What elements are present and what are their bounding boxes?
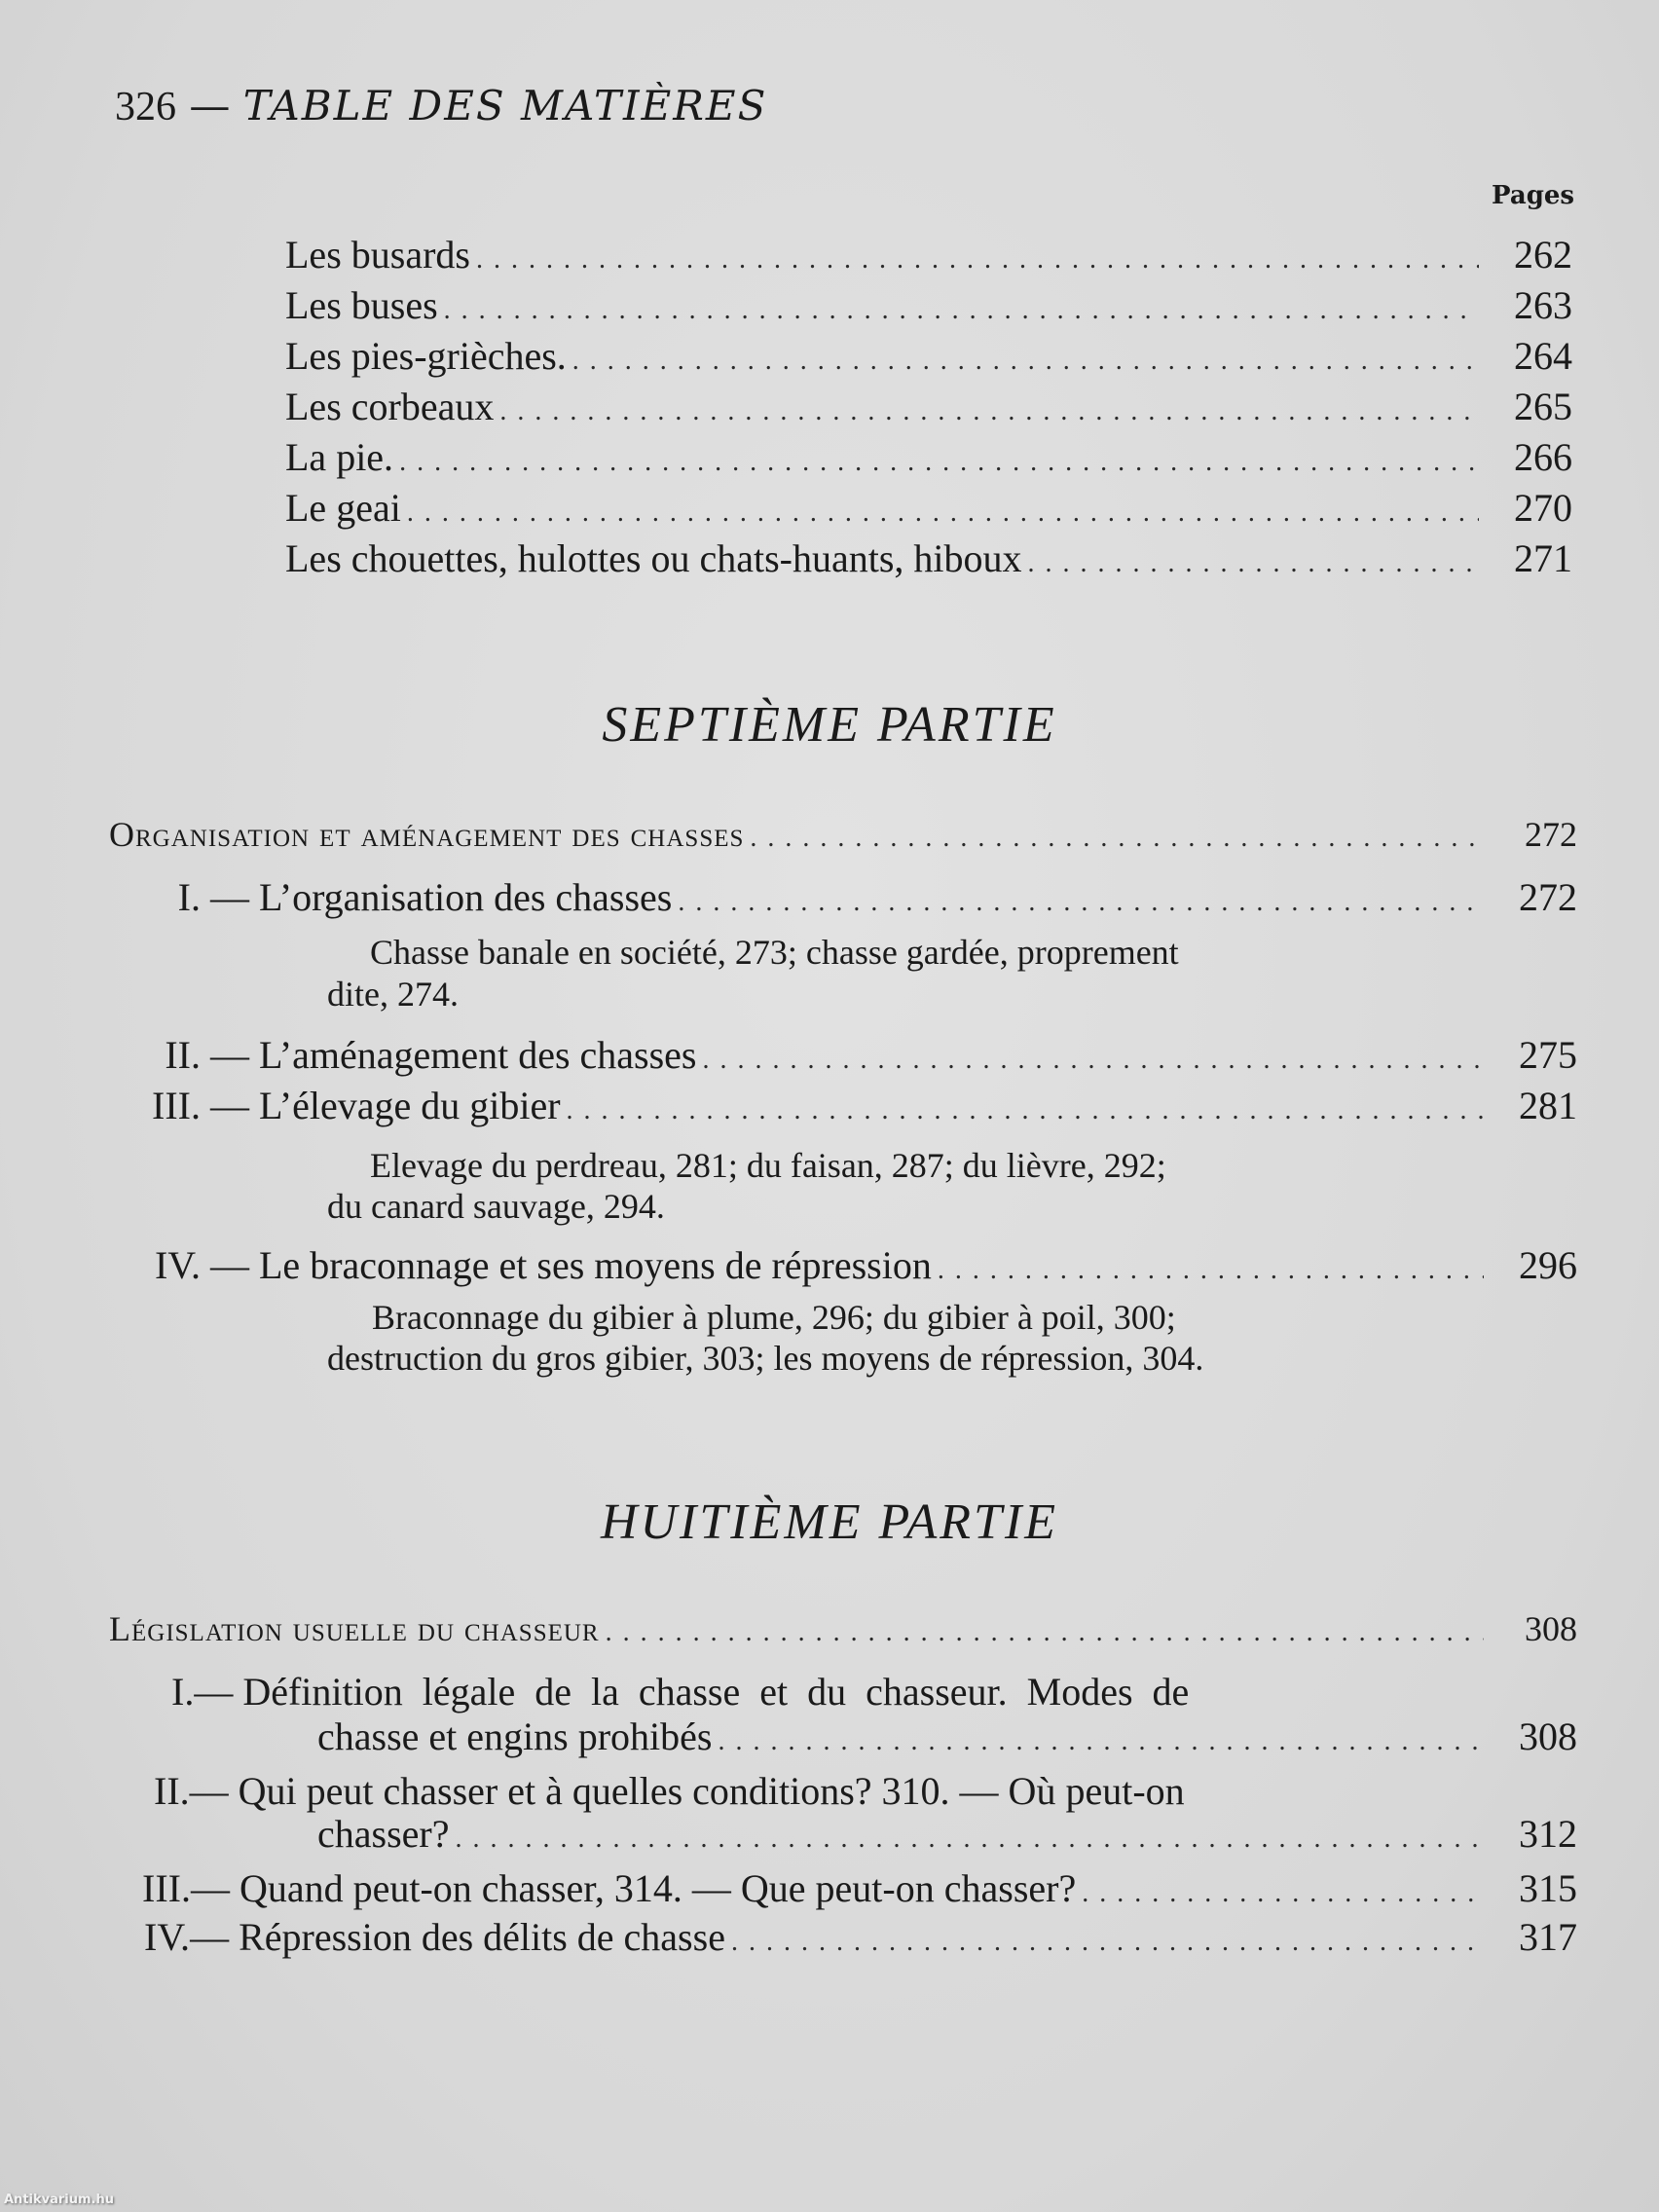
part-title-8: HUITIÈME PARTIE — [600, 1494, 1059, 1550]
chapter-numeral: II. — [165, 1033, 201, 1077]
toc-entry — [285, 535, 1572, 581]
chapter-entry — [134, 1242, 1577, 1288]
entry-label: La pie. — [285, 435, 394, 479]
chapter-page: 275 — [1519, 1033, 1577, 1077]
dot-leader — [750, 823, 1484, 854]
chapter-subtext: du canard sauvage, 294. — [327, 1187, 665, 1226]
entry-page: 263 — [1514, 283, 1572, 327]
chapter-dash: — — [190, 1866, 230, 1910]
chapter-page: 296 — [1519, 1243, 1577, 1287]
chapter-page: 308 — [1519, 1714, 1577, 1758]
chapter-entry-continuation — [317, 1811, 1577, 1857]
section-heading — [109, 1608, 1577, 1649]
dot-leader — [499, 396, 1479, 427]
running-header — [115, 82, 767, 130]
entry-label: Le geai — [285, 486, 401, 530]
chapter-numeral: II. — [154, 1769, 190, 1813]
chapter-label: L’aménagement des chasses — [259, 1033, 697, 1077]
chapter-subtext: Chasse banale en société, 273; chasse gardée, proprement — [370, 933, 1179, 972]
entry-page: 265 — [1514, 385, 1572, 428]
dot-leader — [731, 1927, 1484, 1958]
toc-entry — [285, 434, 1572, 480]
chapter-dash: — — [210, 875, 249, 919]
chapter-dash: — — [189, 1769, 229, 1813]
entry-label: Les busards — [285, 233, 470, 276]
section-page: 272 — [1525, 815, 1577, 854]
toc-entry — [285, 384, 1572, 429]
chapter-page: 281 — [1519, 1084, 1577, 1127]
dot-leader — [702, 1045, 1484, 1076]
chapter-numeral: I. — [171, 1670, 195, 1714]
chapter-page: 315 — [1519, 1866, 1577, 1910]
chapter-subtext: Braconnage du gibier à plume, 296; du gibier à poil, 300; — [372, 1298, 1176, 1337]
chapter-entry — [144, 1914, 1577, 1960]
chapter-entry — [154, 1768, 1185, 1814]
entry-page: 271 — [1514, 536, 1572, 580]
part-title-7: SEPTIÈME PARTIE — [602, 697, 1057, 753]
chapter-subtext: destruction du gros gibier, 303; les moyens de répression, 304. — [327, 1339, 1204, 1378]
chapter-entry — [129, 1083, 1577, 1128]
chapter-numeral: IV. — [154, 1243, 201, 1287]
chapter-dash: — — [210, 1033, 249, 1077]
chapter-label: chasser? — [317, 1812, 450, 1856]
chapter-dash: — — [194, 1670, 234, 1714]
chapter-entry — [171, 1669, 1189, 1714]
chapter-entry — [164, 874, 1577, 920]
chapter-entry — [148, 1032, 1577, 1078]
toc-entry — [285, 282, 1572, 328]
dot-leader — [1028, 548, 1479, 579]
dot-leader — [606, 1617, 1484, 1648]
dot-leader — [407, 498, 1479, 529]
pages-column-label: Pages — [1492, 181, 1575, 210]
chapter-page: 312 — [1519, 1812, 1577, 1856]
entry-page: 262 — [1514, 233, 1572, 276]
dot-leader — [1082, 1878, 1484, 1909]
dot-leader — [567, 1095, 1484, 1126]
entry-page: 270 — [1514, 486, 1572, 530]
section-label: Législation usuelle du chasseur — [109, 1609, 600, 1648]
chapter-page: 317 — [1519, 1915, 1577, 1959]
chapter-label: L’organisation des chasses — [259, 875, 673, 919]
chapter-label: Qui peut chasser et à quelles conditions? 310. — Où peut-on — [238, 1769, 1185, 1813]
chapter-numeral: I. — [177, 875, 201, 919]
chapter-dash: — — [210, 1084, 249, 1127]
chapter-subtext: dite, 274. — [327, 975, 459, 1014]
watermark: Antikvarium.hu — [4, 2193, 114, 2207]
chapter-entry-continuation — [317, 1714, 1577, 1759]
page-number: 326 — [115, 85, 176, 129]
chapter-label: Définition légale de la chasse et du chasseur. Modes de — [242, 1670, 1190, 1714]
chapter-label: L’élevage du gibier — [259, 1084, 561, 1127]
entry-label: Les corbeaux — [285, 385, 495, 428]
dot-leader — [455, 1824, 1484, 1855]
section-heading — [109, 814, 1577, 855]
toc-entry — [285, 232, 1572, 277]
chapter-label: Le braconnage et ses moyens de répression — [259, 1243, 932, 1287]
section-label: Organisation et aménagement des chasses — [109, 815, 745, 854]
chapter-subtext: Elevage du perdreau, 281; du faisan, 287; du lièvre, 292; — [370, 1146, 1166, 1185]
dot-leader — [938, 1255, 1484, 1286]
chapter-numeral: IV. — [144, 1915, 191, 1959]
chapter-dash: — — [190, 1915, 230, 1959]
entry-label: Les pies-grièches. — [285, 334, 567, 378]
dot-leader — [718, 1726, 1484, 1757]
chapter-numeral: III. — [152, 1084, 201, 1127]
header-separator: — — [189, 82, 231, 129]
entry-page: 264 — [1514, 334, 1572, 378]
dot-leader — [399, 447, 1479, 478]
dot-leader — [678, 887, 1484, 918]
section-page: 308 — [1525, 1609, 1577, 1648]
page-title: TABLE DES MATIÈRES — [242, 82, 768, 129]
chapter-entry — [142, 1865, 1577, 1911]
entry-page: 266 — [1514, 435, 1572, 479]
chapter-numeral: III. — [142, 1866, 191, 1910]
chapter-dash: — — [210, 1243, 249, 1287]
toc-entry — [285, 485, 1572, 531]
toc-entry — [285, 333, 1572, 379]
chapter-label: Répression des délits de chasse — [239, 1915, 725, 1959]
chapter-label: Quand peut-on chasser, 314. — Que peut-on chasser? — [239, 1866, 1077, 1910]
entry-label: Les chouettes, hulottes ou chats-huants, hiboux — [285, 536, 1022, 580]
entry-label: Les buses — [285, 283, 438, 327]
dot-leader — [444, 295, 1479, 326]
dot-leader — [572, 346, 1479, 377]
dot-leader — [476, 244, 1479, 276]
chapter-label: chasse et engins prohibés — [317, 1714, 713, 1758]
chapter-page: 272 — [1519, 875, 1577, 919]
